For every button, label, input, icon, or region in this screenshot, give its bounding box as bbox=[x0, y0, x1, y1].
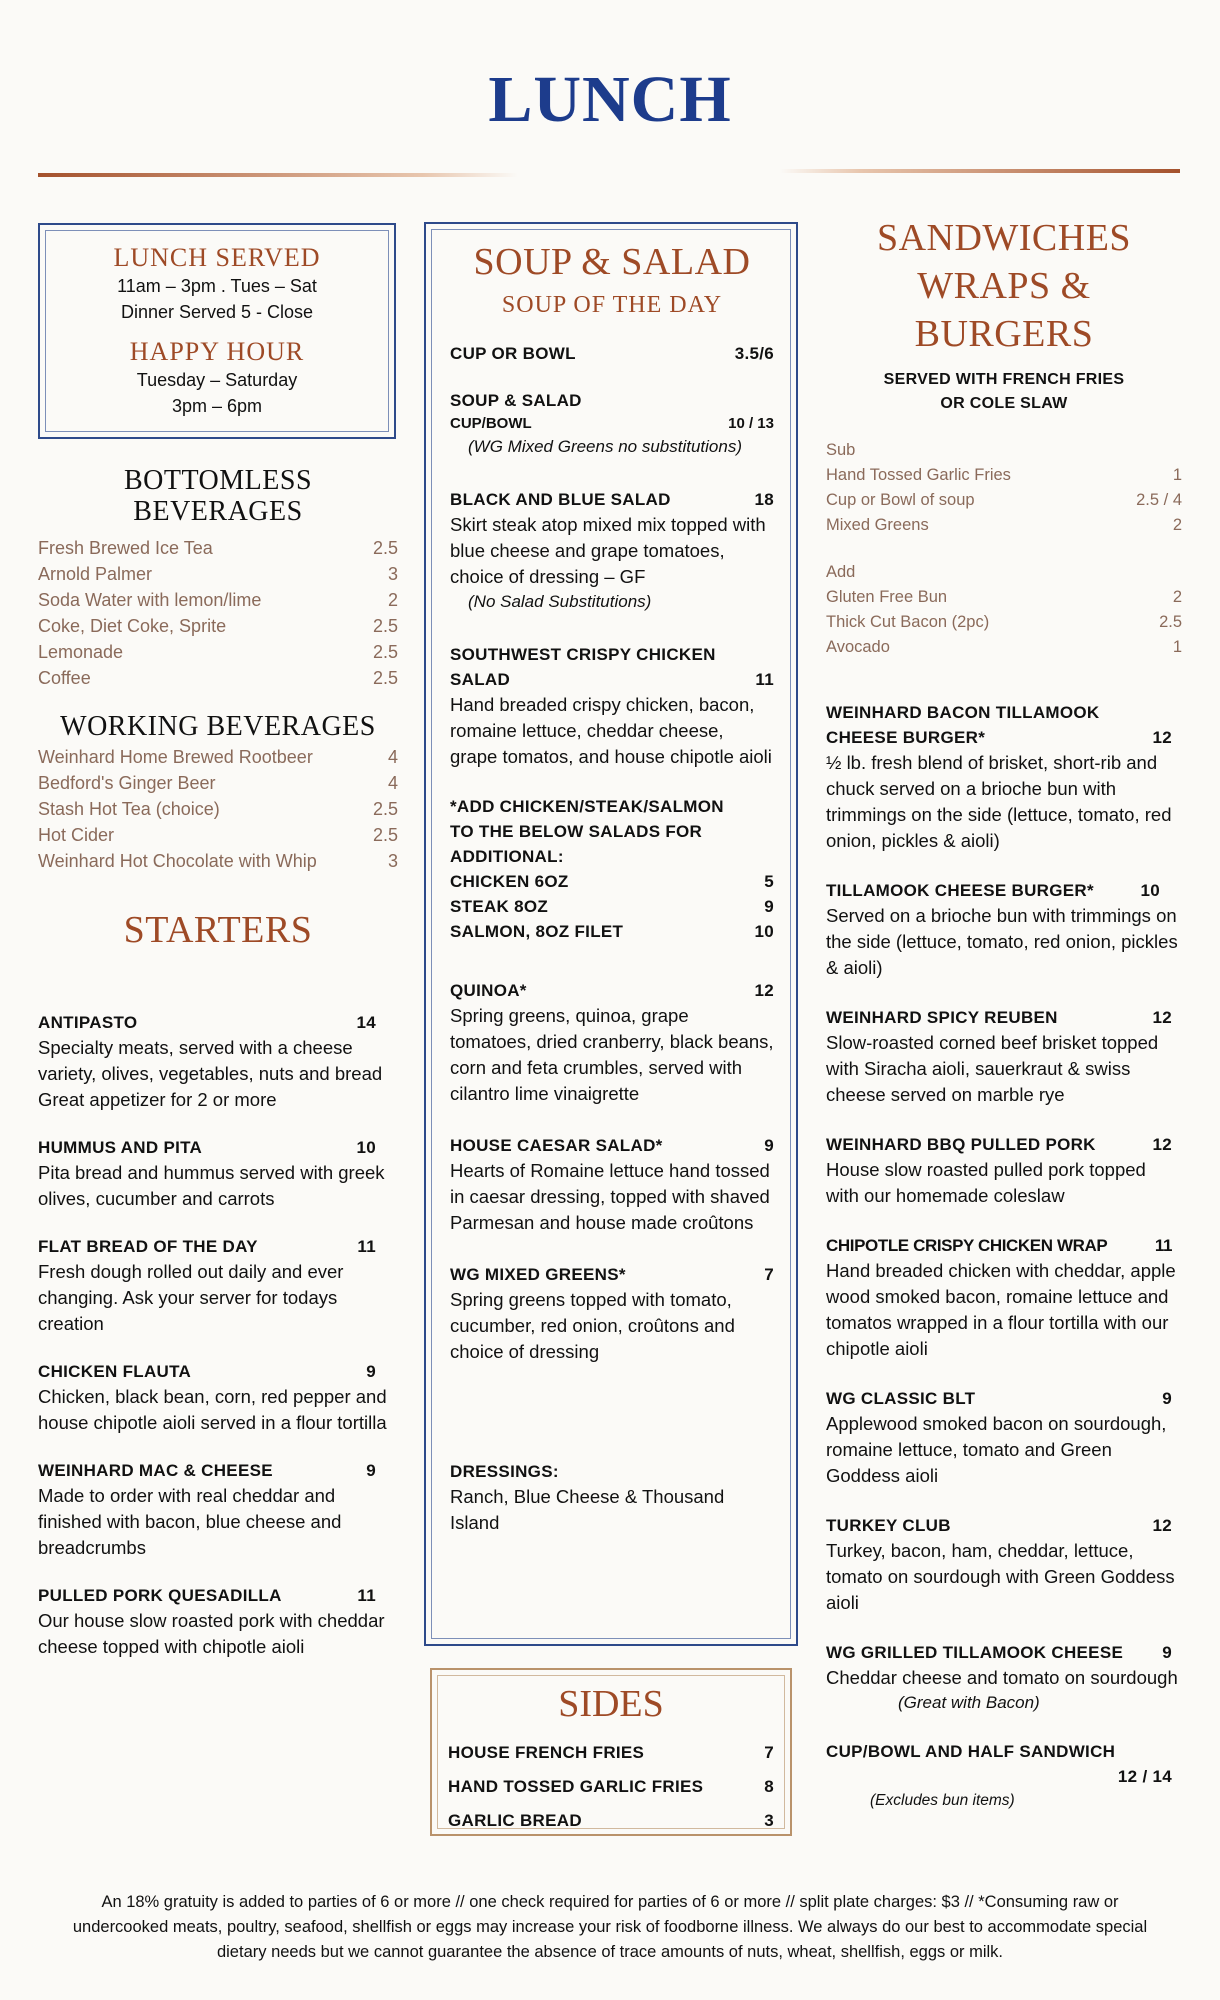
list-item: Bedford's Ginger Beer 4 bbox=[38, 773, 398, 793]
menu-item: TURKEY CLUB 12 Turkey, bacon, ham, cheddar, lettuce, tomato on sourdough with Green Goddess aioli bbox=[826, 1516, 1175, 1613]
list-item: HOUSE FRENCH FRIES 7 bbox=[448, 1743, 774, 1762]
menu-item: WEINHARD SPICY REUBEN 12 Slow-roasted corned beef brisket topped with Siracha aioli, sauerkraut & swiss cheese served on marble rye bbox=[826, 1008, 1172, 1105]
menu-item: WG MIXED GREENS* 7 Spring greens topped with tomato, cucumber, red onion, croûtons and choice of dressing bbox=[450, 1265, 774, 1362]
sandwiches-title-line2: WRAPS & BURGERS bbox=[914, 265, 1094, 355]
list-item: SALMON, 8OZ FILET 10 bbox=[450, 922, 774, 941]
left-column bbox=[38, 223, 398, 1682]
menu-item: CUP/BOWL AND HALF SANDWICH 12 / 14 (Excludes bun items) bbox=[826, 1742, 1172, 1809]
served-with-line1: SERVED WITH FRENCH FRIES bbox=[883, 371, 1125, 388]
bottomless-title-line2: BEVERAGES bbox=[133, 496, 303, 527]
menu-item: TILLAMOOK CHEESE BURGER* 10 Served on a brioche bun with trimmings on the side (lettuce, tomato, red onion, pickles & aioli) bbox=[826, 881, 1178, 978]
lunch-served-heading: LUNCH SERVED bbox=[113, 243, 321, 272]
happy-hour-heading: HAPPY HOUR bbox=[129, 337, 305, 366]
list-item: Lemonade 2.5 bbox=[38, 642, 398, 662]
served-with-line2: OR COLE SLAW bbox=[940, 395, 1068, 412]
list-item: Hand Tossed Garlic Fries 1 bbox=[826, 466, 1182, 484]
list-item: Avocado 1 bbox=[826, 638, 1182, 656]
list-item: Cup or Bowl of soup 2.5 / 4 bbox=[826, 491, 1182, 509]
list-item: Coke, Diet Coke, Sprite 2.5 bbox=[38, 616, 398, 636]
bottomless-section bbox=[38, 465, 398, 691]
list-item: Arnold Palmer 3 bbox=[38, 564, 398, 584]
happy-hour-times: 3pm – 6pm bbox=[171, 396, 263, 416]
sides-box bbox=[430, 1668, 792, 1836]
menu-item: WG GRILLED TILLAMOOK CHEESE 9 Cheddar cheese and tomato on sourdough (Great with Bacon) bbox=[826, 1643, 1178, 1712]
list-item: Hot Cider 2.5 bbox=[38, 825, 398, 845]
list-item: Stash Hot Tea (choice) 2.5 bbox=[38, 799, 398, 819]
list-item: Mixed Greens 2 bbox=[826, 516, 1182, 534]
page-title: LUNCH bbox=[488, 63, 732, 136]
working-title: WORKING BEVERAGES bbox=[60, 711, 376, 742]
sub-options: Sub Hand Tossed Garlic Fries 1 Cup or Bowl of soup 2.5 / 4 Mixed Greens 2 bbox=[826, 438, 1182, 538]
list-item: Weinhard Home Brewed Rootbeer 4 bbox=[38, 747, 398, 767]
list-item: Weinhard Hot Chocolate with Whip 3 bbox=[38, 851, 398, 871]
list-item: Fresh Brewed Ice Tea 2.5 bbox=[38, 538, 398, 558]
soup-of-day-title: SOUP OF THE DAY bbox=[501, 292, 723, 318]
menu-item: SOUTHWEST CRISPY CHICKEN SALAD 11 Hand breaded crispy chicken, bacon, romaine lettuce, cheddar cheese, grape tomatos, and house chipotle aioli bbox=[450, 645, 774, 767]
list-item: Coffee 2.5 bbox=[38, 668, 398, 688]
sandwiches-title-line1: SANDWICHES bbox=[876, 217, 1132, 259]
list-item: HAND TOSSED GARLIC FRIES 8 bbox=[448, 1777, 774, 1796]
list-item: Thick Cut Bacon (2pc) 2.5 bbox=[826, 613, 1182, 631]
menu-item: WEINHARD BACON TILLAMOOK CHEESE BURGER* 12 ½ lb. fresh blend of brisket, short-rib and chuck served on a brioche bun with trimmings on the side (lettuce, tomato, red onion, pickles & aioli) bbox=[826, 703, 1172, 851]
menu-item: CUP OR BOWL 3.5/6 bbox=[450, 344, 774, 363]
hours-box bbox=[38, 223, 396, 439]
starters-title: STARTERS bbox=[123, 909, 313, 951]
menu-item: SOUP & SALAD CUP/BOWL 10 / 13 (WG Mixed Greens no substitutions) bbox=[450, 391, 774, 456]
sides-title: SIDES bbox=[558, 1683, 664, 1725]
menu-item: WEINHARD MAC & CHEESE 9 Made to order with real cheddar and finished with bacon, blue cheese and breadcrumbs bbox=[38, 1461, 376, 1558]
menu-item: QUINOA* 12 Spring greens, quinoa, grape tomatoes, dried cranberry, black beans, corn and feta crumbles, served with cilantro lime vinaigrette bbox=[450, 981, 774, 1104]
decorative-rule-right bbox=[780, 169, 1180, 173]
menu-item: WG CLASSIC BLT 9 Applewood smoked bacon on sourdough, romaine lettuce, tomato and Green Goddess aioli bbox=[826, 1389, 1172, 1486]
menu-item: ANTIPASTO 14 Specialty meats, served with a cheese variety, olives, vegetables, nuts and bread Great appetizer for 2 or more bbox=[38, 1013, 383, 1110]
menu-item: FLAT BREAD OF THE DAY 11 Fresh dough rolled out daily and ever changing. Ask your server for todays creation bbox=[38, 1237, 376, 1334]
footer-disclaimer: An 18% gratuity is added to parties of 6 or more // one check required for parties of 6 or more // split plate charges: $3 // *Consuming raw or undercooked meats, poultry, seafood, shellfish or eggs may increase your risk of foodborne illness. We always do our best to accommodate special dietary needs but we cannot guarantee the absence of trace amounts of nuts, wheat, shellfish, eggs or milk. bbox=[72, 1893, 1148, 1961]
bottomless-title-line1: BOTTOMLESS bbox=[123, 465, 313, 496]
dinner-times: Dinner Served 5 - Close bbox=[120, 302, 314, 322]
right-column bbox=[826, 214, 1182, 1813]
menu-item: CHIPOTLE CRISPY CHICKEN WRAP 11 Hand breaded chicken with cheddar, apple wood smoked bacon, romaine lettuce and tomatos wrapped in a flour tortilla with our chipotle aioli bbox=[826, 1236, 1176, 1359]
soup-salad-box bbox=[424, 222, 798, 1646]
menu-item: CHICKEN FLAUTA 9 Chicken, black bean, corn, red pepper and house chipotle aioli served in a flour tortilla bbox=[38, 1362, 387, 1433]
decorative-rule-left bbox=[38, 173, 518, 177]
menu-item: PULLED PORK QUESADILLA 11 Our house slow roasted pork with cheddar cheese topped with chipotle aioli bbox=[38, 1586, 385, 1657]
working-section bbox=[38, 711, 398, 874]
lunch-times: 11am – 3pm . Tues – Sat bbox=[117, 276, 317, 296]
happy-hour-days: Tuesday – Saturday bbox=[136, 370, 298, 390]
add-protein-block: *ADD CHICKEN/STEAK/SALMON TO THE BELOW SALADS FOR ADDITIONAL: CHICKEN 6OZ 5 STEAK 8OZ 9 SALMON, 8OZ FILET 10 bbox=[450, 794, 774, 944]
dressings-block: DRESSINGS: Ranch, Blue Cheese & Thousand Island bbox=[450, 1462, 725, 1533]
list-item: GARLIC BREAD 3 bbox=[448, 1811, 774, 1830]
menu-item: WEINHARD BBQ PULLED PORK 12 House slow roasted pulled pork topped with our homemade coleslaw bbox=[826, 1135, 1172, 1206]
list-item: Gluten Free Bun 2 bbox=[826, 588, 1182, 606]
starters-list bbox=[38, 1010, 394, 1660]
menu-item: BLACK AND BLUE SALAD 18 Skirt steak atop mixed mix topped with blue cheese and grape tomatoes, choice of dressing – GF (No Salad Substitutions) bbox=[450, 490, 774, 611]
list-item: STEAK 8OZ 9 bbox=[450, 897, 774, 916]
list-item: CHICKEN 6OZ 5 bbox=[450, 872, 774, 891]
list-item: Soda Water with lemon/lime 2 bbox=[38, 590, 398, 610]
add-options: Add Gluten Free Bun 2 Thick Cut Bacon (2pc) 2.5 Avocado 1 bbox=[826, 560, 1182, 660]
menu-item: HUMMUS AND PITA 10 Pita bread and hummus served with greek olives, cucumber and carrots bbox=[38, 1138, 385, 1209]
menu-item: HOUSE CAESAR SALAD* 9 Hearts of Romaine lettuce hand tossed in caesar dressing, topped with shaved Parmesan and house made croûtons bbox=[450, 1136, 774, 1233]
soup-salad-title: SOUP & SALAD bbox=[473, 241, 751, 283]
